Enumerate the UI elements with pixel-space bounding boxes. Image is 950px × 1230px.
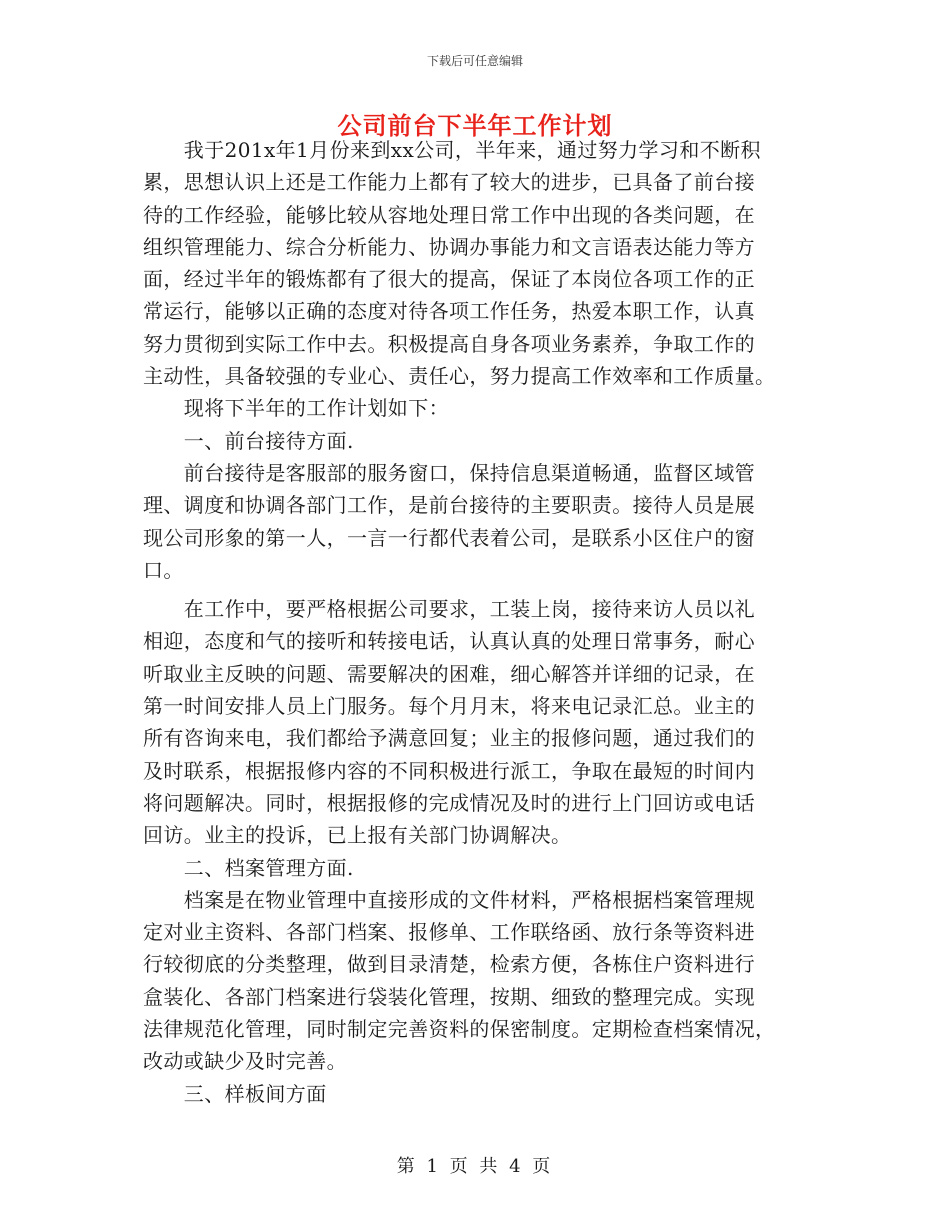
body-line: 累，思想认识上还是工作能力上都有了较大的进步，已具备了前台接 <box>143 170 755 195</box>
body-line: 现公司形象的第一人，一言一行都代表着公司，是联系小区住户的窗 <box>143 525 755 550</box>
body-line: 现将下半年的工作计划如下： <box>143 396 449 421</box>
body-line: 听取业主反映的问题、需要解决的困难，细心解答并详细的记录，在 <box>143 661 755 686</box>
document-title: 公司前台下半年工作计划 <box>337 111 613 140</box>
body-line: 所有咨询来电，我们都给予满意回复；业主的报修问题，通过我们的 <box>143 726 755 751</box>
body-line: 口。 <box>143 557 184 582</box>
body-line: 档案是在物业管理中直接形成的文件材料，严格根据档案管理规 <box>143 887 755 912</box>
body-line: 定对业主资料、各部门档案、报修单、工作联络函、放行条等资料进 <box>143 920 755 945</box>
body-line: 相迎，态度和气的接听和转接电话，认真认真的处理日常事务，耐心 <box>143 629 755 654</box>
body-line: 前台接待是客服部的服务窗口，保持信息渠道畅通，监督区域管 <box>143 460 755 485</box>
body-line: 面，经过半年的锻炼都有了很大的提高，保证了本岗位各项工作的正 <box>143 267 755 292</box>
body-line: 及时联系，根据报修内容的不同积极进行派工，争取在最短的时间内 <box>143 758 755 783</box>
body-line: 盒装化、各部门档案进行袋装化管理，按期、细致的整理完成。实现 <box>143 984 755 1009</box>
body-line: 法律规范化管理，同时制定完善资料的保密制度。定期检查档案情况， <box>143 1017 776 1042</box>
body-line: 常运行，能够以正确的态度对待各项工作任务，热爱本职工作，认真 <box>143 299 755 324</box>
body-line: 主动性，具备较强的专业心、责任心，努力提高工作效率和工作质量。 <box>143 364 776 389</box>
body-line: 在工作中，要严格根据公司要求，工装上岗，接待来访人员以礼 <box>143 597 755 622</box>
section-heading: 二、档案管理方面. <box>143 855 354 880</box>
body-line: 组织管理能力、综合分析能力、协调办事能力和文言语表达能力等方 <box>143 234 755 259</box>
header-note: 下载后可任意编辑 <box>426 54 523 68</box>
body-line: 理、调度和协调各部门工作，是前台接待的主要职责。接待人员是展 <box>143 493 755 518</box>
body-line: 第一时间安排人员上门服务。每个月月末，将来电记录汇总。业主的 <box>143 694 755 719</box>
body-line: 改动或缺少及时完善。 <box>143 1049 347 1074</box>
section-heading: 一、前台接待方面. <box>143 428 354 453</box>
section-heading: 三、样板间方面 <box>143 1081 327 1106</box>
body-line: 努力贯彻到实际工作中去。积极提高自身各项业务素养，争取工作的 <box>143 331 755 356</box>
body-line: 我于201x年1月份来到xx公司，半年来，通过努力学习和不断积 <box>143 138 761 162</box>
body-line: 将问题解决。同时，根据报修的完成情况及时的进行上门回访或电话 <box>143 790 755 815</box>
body-line: 行较彻底的分类整理，做到目录清楚，检索方便，各栋住户资料进行 <box>143 952 755 977</box>
body-line: 回访。业主的投诉，已上报有关部门协调解决。 <box>143 823 572 848</box>
page-footer: 第 1 页 共 4 页 <box>396 1156 554 1177</box>
body-line: 待的工作经验，能够比较从容地处理日常工作中出现的各类问题，在 <box>143 202 755 227</box>
document-body <box>143 134 811 1110</box>
